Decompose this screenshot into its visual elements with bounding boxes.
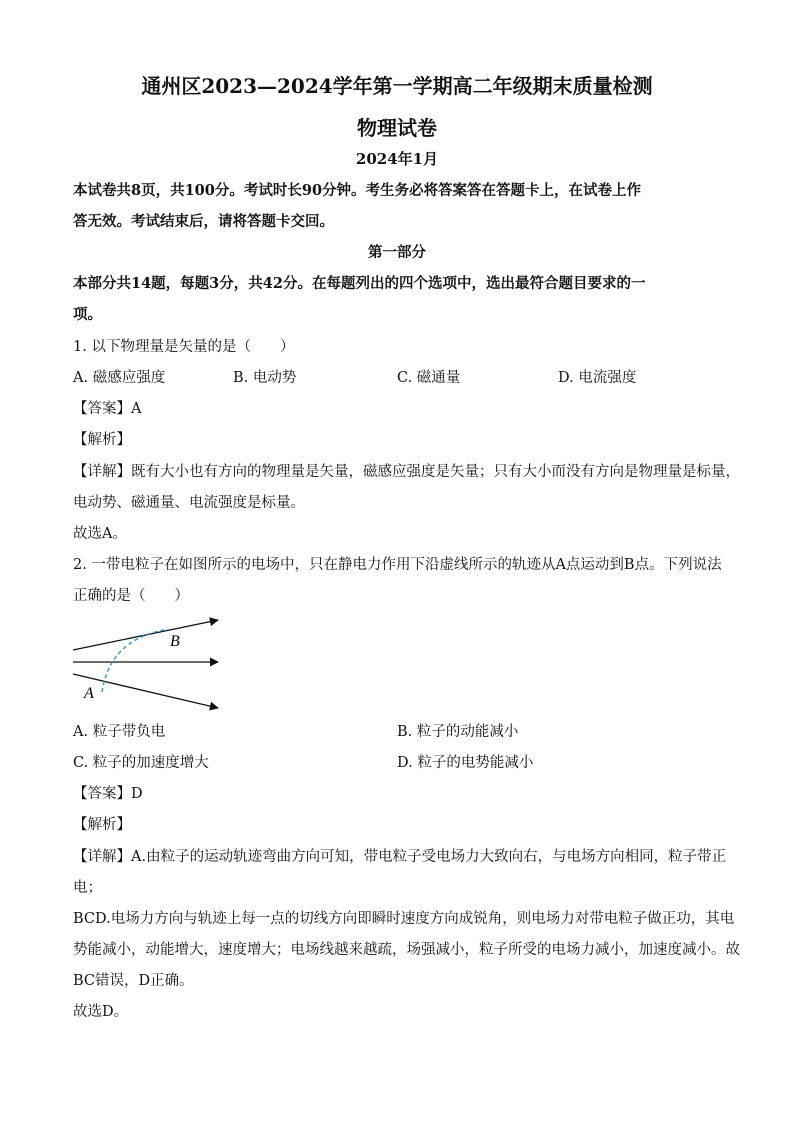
q1-option-b: B. 电动势	[233, 370, 297, 386]
q1-stem: 1. 以下物理量是矢量的是（ ）	[73, 339, 295, 355]
q2-conclusion: 故选D。	[73, 1004, 129, 1020]
instructions-line-2: 答无效。考试结束后，请将答题卡交回。	[73, 213, 334, 230]
point-a-label: A	[84, 685, 94, 702]
q2-detail-line-4: 势能减小，动能增大，速度增大；电场线越来越疏，场强减小，粒子所受的电场力减小，加速度减小。故	[73, 942, 740, 958]
q2-stem-line-2: 正确的是（ ）	[73, 588, 189, 604]
exam-date: 2024年1月	[355, 150, 439, 168]
q2-option-a: A. 粒子带负电	[73, 724, 166, 740]
q2-detail-line-2: 电；	[73, 880, 102, 896]
q2-detail-line-3: BCD.电场力方向与轨迹上每一点的切线方向即瞬时速度方向成锐角，则电场力对带电粒子做正功，其电	[73, 911, 735, 927]
section-desc-line-1: 本部分共14题，每题3分，共42分。在每题列出的四个选项中，选出最符合题目要求的一	[73, 275, 646, 292]
subject-title: 物理试卷	[357, 116, 437, 140]
q1-conclusion: 故选A。	[73, 526, 127, 542]
q2-detail-line-5: BC错误，D正确。	[73, 973, 194, 989]
q1-option-d: D. 电流强度	[558, 370, 637, 386]
q2-option-b: B. 粒子的动能减小	[397, 724, 519, 740]
q2-detail-line-1: 【详解】A.由粒子的运动轨迹弯曲方向可知，带电粒子受电场力大致向右，与电场方向相同，粒子带正	[73, 849, 727, 865]
exam-title: 通州区2023—2024学年第一学期高二年级期末质量检测	[141, 74, 653, 98]
field-line-bottom	[73, 674, 218, 708]
section-desc-line-2: 项。	[73, 306, 102, 323]
q1-analysis-label: 【解析】	[73, 432, 131, 448]
q2-option-d: D. 粒子的电势能减小	[397, 755, 534, 771]
q1-detail-line-1: 【详解】既有大小也有方向的物理量是矢量，磁感应强度是矢量；只有大小而没有方向是物理量是标量，	[73, 464, 740, 480]
q2-stem-line-1: 2. 一带电粒子在如图所示的电场中，只在静电力作用下沿虚线所示的轨迹从A点运动到B点。下列说法	[73, 557, 722, 573]
instructions-line-1: 本试卷共8页，共100分。考试时长90分钟。考生务必将答案答在答题卡上，在试卷上作	[73, 182, 642, 199]
q2-option-c: C. 粒子的加速度增大	[73, 755, 209, 771]
q1-option-c: C. 磁通量	[397, 370, 461, 386]
q2-analysis-label: 【解析】	[73, 817, 131, 833]
q1-option-a: A. 磁感应强度	[73, 370, 166, 386]
q1-answer: 【答案】A	[73, 401, 142, 417]
field-line-top	[73, 620, 218, 650]
section-title: 第一部分	[368, 244, 426, 261]
point-b-label: B	[170, 633, 180, 650]
q2-answer: 【答案】D	[73, 786, 143, 802]
q1-detail-line-2: 电动势、磁通量、电流强度是标量。	[73, 495, 305, 511]
electric-field-figure	[66, 612, 236, 717]
